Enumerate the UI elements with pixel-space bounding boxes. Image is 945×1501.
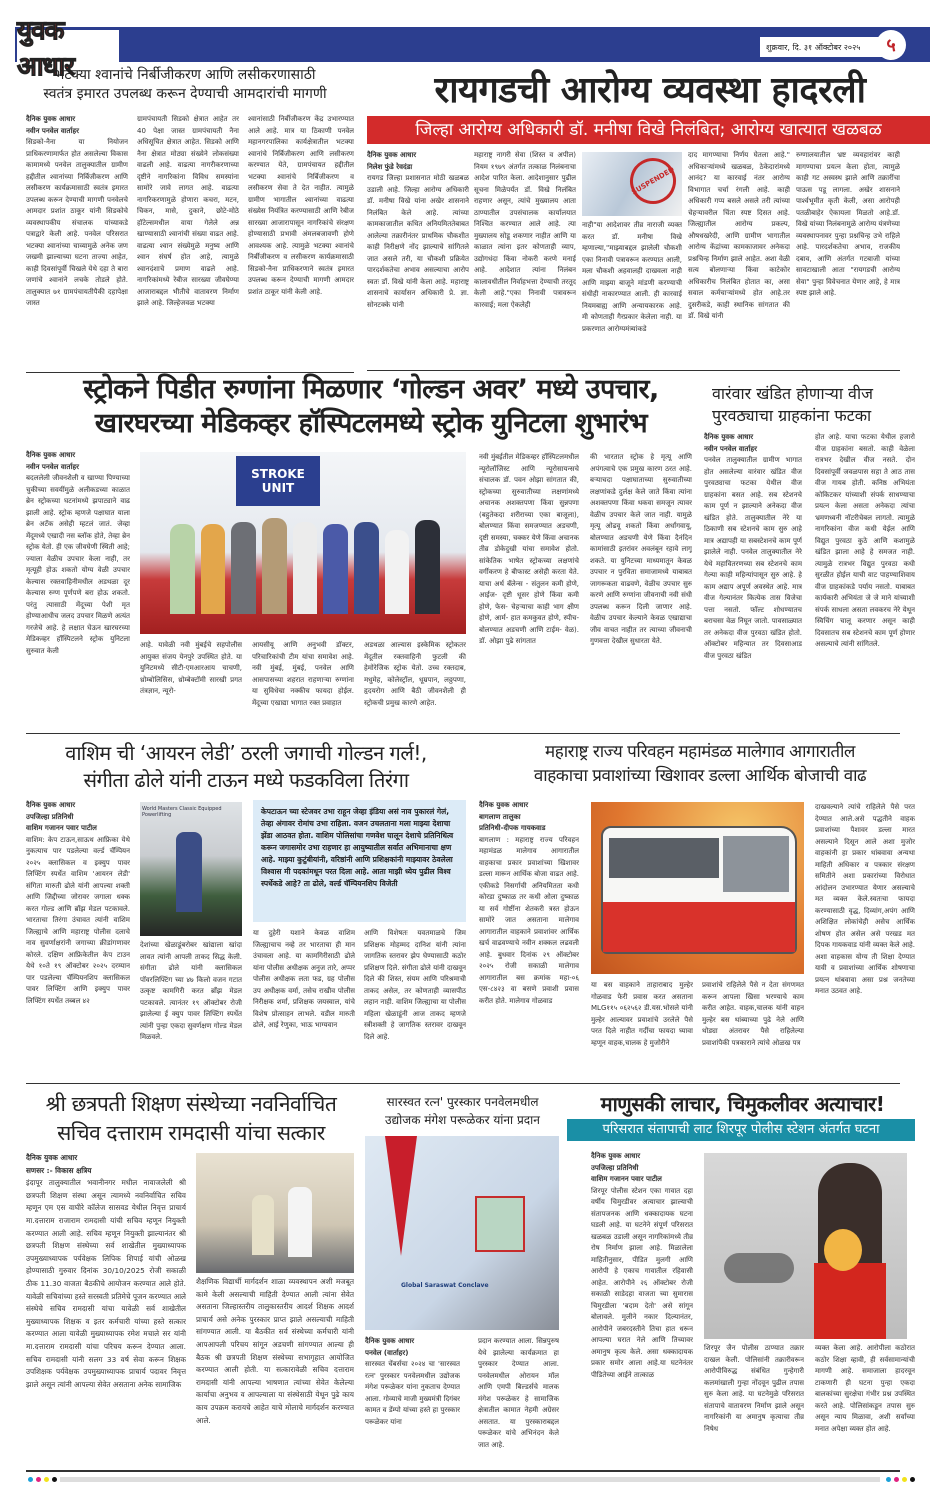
- shadow-hand-icon: [724, 1253, 794, 1283]
- chhatrapati-col-2: शैक्षणिक विद्यार्थी मार्गदर्शन शाळा व्यवस्थापन अशी मजबूत कामे केली असल्याची माहिती देण्यात आली त्यांना सेवेत असताना जिल्हास्तरीय तालुकास्तरीय आदर्श शिक्षक आदर्श प्राचार्य असे अनेक पुरस्कार प्राप्त झाले असल्याची माहिती सांगण्यात आली. या बैठकीत सर्व संस्थेच्या कर्मचारी यांनी आपआपली परिचय सांगून अडचणी सांगण्यात आल्या ही बैठक श्री छत्रपती शिक्षण संस्थेच्या सभागृहात आयोजित करण्यात आली होती. या सत्कारावेळी सचिव दत्ताराम रामदासी यांनी आपल्या भाषणात त्यांच्या सेवेत केलेल्या कार्याचा अनुभव व आपल्याला या संस्थेसाठी येथून पुढे काय काय उपक्रम करायचे आहेत याचे मोलाचे मार्गदर्शन करण्यात आले.: [196, 1277, 354, 1425]
- page-number: ५: [876, 30, 906, 60]
- teddy-bear-icon: [824, 1229, 862, 1271]
- people-group: [170, 518, 440, 614]
- raigad-subheadline: जिल्हा आरोग्य अधिकारी डॉ. मनीषा विखे निलंबित; आरोग्य खात्यात खळबळ: [367, 116, 930, 144]
- shirpur-col-3: व्यक्त केला आहे. आरोपीला कठोरात कठोर शिक्षा व्हावी, ही सर्वसामान्यांची मागणी आहे. समाजाला हादरवून टाकणारी ही घटना पुन्हा एकदा बालकांच्या सुरक्षेचा गंभीर प्रश्न उपस्थित करते आहे. पोलिसांकडून तपास सुरु असून न्याय मिळावा, अशी सर्वांच्या मनात अपेक्षा व्यक्त होत आहे.: [815, 1344, 915, 1433]
- raigad-photo: [582, 152, 682, 216]
- washim-podium-photo: World Masters Classic Equipped Powerlifting: [140, 802, 242, 936]
- stroke-col-5: नवी मुंबईतील मेडिकव्हर हॉस्पिटलमधील न्यूरोलॉजिस्ट आणि न्यूरोसायन्सचे संचालक डॉ. पवन ओझा सांगतात की, स्ट्रोकच्या सुरुवातीच्या लक्षणांमध्ये अचानक अशक्तपणा किंवा सुन्नपणा (बहुतेकदा शरीराच्या एका बाजूला), बोलण्यात किंवा समजण्यात अडचणी, दृष्टी समस्या, चक्कर येणे किंवा अचानक तीव्र डोकेदुखी यांचा समावेश होतो. सांकेतिक भाषेत स्ट्रोकच्या लक्षणांचे वर्गीकरण हे बीफास्ट असेही करता येते. याचा अर्थ बॅलेन्स - संतुलन कमी होणे, आईज- दृष्टी धूसर होणे किंवा कमी होणे, फेस- चेहऱ्याचा काही भाग क्षीण होणे, आर्म- हात कमकुवत होणे, स्पीच- बोलण्यात अडचणी आणि टाईम- वेळ). डॉ. ओझा पुढे सांगतात: [479, 453, 579, 645]
- issue-date: शुक्रवार, दि. ३१ ऑक्टोबर २०२५: [760, 37, 890, 57]
- shirpur-col-2: शिरपूर जैन पोलीस ठाण्यात तक्रार दाखल केली. पोलिसांनी तक्रारीवरून आरोपीविरुद्ध संबंधित गुन्हेगारी कलमांखाली गुन्हा नोंदवून पुढील तपास सुरु केला आहे. या घटनेमुळे परिसरात संतापाचे वातावरण निर्माण झाले असून नागरिकांनी या अमानुष कृत्याचा तीव्र निषेध: [704, 1344, 804, 1433]
- register-dot: [44, 1477, 49, 1482]
- stroke-col-6: की भारतात स्ट्रोक हे मृत्यू आणि अपंगत्वाचे एक प्रमुख कारण ठरत आहे. बऱ्याचदा पक्षाघाताच्या सुरुवातीच्या लक्षणांकडे दुर्लक्ष केले जाते किंवा त्यांना अशक्तपणा किंवा थकवा समजून त्यावर वेळीच उपचार केले जात नाही. यामुळे मृत्यू ओढवू शकतो किंवा अर्धांगवायू, बोलण्यात अडचणी येणे किंवा दैनंदिन कामांसाठी इतरांवर अवलंबून रहावे लागू शकते. या युनिटच्या माध्यमातून केवळ उपचार न पुरविता समाजामध्ये याबाबत जागरूकता वाढवणे, वेळीच उपचार सुरु करणे आणि रुग्णांना जीवनाची नवी संधी उपलब्ध करून दिली जाणार आहे. वेळीच उपचार केल्याने केवळ एखाद्याचा जीव वाचत नाहीत तर त्याच्या जीवनाची गुणवत्ता देखील सुधारता येते.: [590, 453, 692, 645]
- saraswat-col-1: दैनिक युवक आधार पनवेल (वार्ताहर) सारस्वत चेंबर्सचा २०२४ चा 'सारस्वत रत्न' पुरस्कार पनवेलमधील उद्योजक मंगेश परूळेकर यांना नुकताच देण्यात आला. गोव्याचे माजी मुख्यमंत्री दिगंबर कामत व डेंम्पो यांच्या हस्ते हा पुरस्कार परूळेकर यांना: [365, 1337, 460, 1426]
- raigad-headline: रायगडची आरोग्य व्यवस्था हादरली: [434, 70, 866, 111]
- stray-dogs-headline: भटक्या श्वानांचे निर्बीजीकरण आणि लसीकरणासाठी स्वतंत्र इमारत उपलब्ध करून देण्याची आमदारांची मागणी: [43, 67, 327, 102]
- raigad-col-1: दैनिक युवक आधार निलेश फुंडे रेवदंडा रायगड जिल्हा प्रशासनात मोठी खळबळ उडाली आहे. जिल्हा आरोग्य अधिकारी डॉ. मनीषा विखे यांना अखेर शासनाने निलंबित केले आहे. त्यांच्या कामकाजातील कथित अनियमिततेबाबत आलेल्या तक्रारीनंतर प्राथमिक चौकशीत काही निरीक्षणे नोंद झाल्याचे सांगितले जात असले तरी, या चौकशी प्रक्रियेत पारदर्शकतेचा अभाव असल्याचा आरोप स्वतः डॉ. विखे यांनी केला आहे. महाराष्ट्र शासनाचे कार्यासन अधिकारी प्रे. ज्ञा. सोनटक्के यांनी: [367, 151, 469, 309]
- newspaper-logo[interactable]: युवक आधार: [17, 30, 119, 63]
- raigad-col-3: नाही"या आदेशावर तीव्र नाराजी व्यक्त करत डॉ. मनीषा विखे म्हणाल्या,"माझ्याबद्दल झालेली चौकशी एका निनावी पत्रावरून करण्यात आली, मला चौकशी अहवालही दाखवला नाही आणि माझ्या बाजूने मांडणी करण्याची संधीही नाकारण्यात आली. ही कारवाई नियमबाह्य आणि अन्यायकारक आहे. मी कोणताही गैरप्रकार केलेला नाही. या प्रकरणात आरोग्यमंत्र्यांकडे: [582, 221, 682, 333]
- footer-rule: [26, 1470, 900, 1472]
- raigad-col-5: रुग्णालयातील भ्रष्ट व्यवहारांवर काही मागण्याचा प्रयत्न केला होता, त्यामुळे काही गट अस्वस्थ झाले आणि तक्रारींचा पाऊस पडू लागला. अखेर शासनाने पार्श्वभूमीत कृती केली, असा आरोपही पतळीबाहेर ऐकायला मिळतो आहे.डॉ. विखे यांच्या निलंबनामुळे आरोग्य यंत्रणेच्या व्यवस्थापनावर पुन्हा प्रश्नचिन्ह उभे राहिले आहे. पारदर्शकतेचा अभाव, राजकीय दबाव, आणि अंतर्गत गटबाजी यांच्या सावटाखाली आता "रायगडची आरोग्य सेवा" पुन्हा विवेचनात येणार आहे, हे मात्र स्पष्ट झाले आहे.: [796, 151, 900, 297]
- register-dot: [910, 1477, 915, 1482]
- stroke-col-2: आहे. यावेळी नवी मुंबईचे सहपोलीस आयुक्त संजय येनपुरे उपस्थित होते. या युनिटमध्ये सीटी-एमआरआय चाचणी, थ्रोम्बोलिसिस, थ्रोम्बेक्टॉमी सारखी प्रगत तंत्रज्ञान, न्यूरो-: [140, 641, 242, 695]
- malegaon-col-2: या बस वाहकाने ताहाराबाद मुल्हेर गोळवाड फेरी प्रवास करत असताना MLG११५ ०६२५६२ डी.यस.भोसले यांनी मुल्हेर आल्यावर प्रवाशांचे उरलेले पैसे परत दिले नाहीत गर्दीचा फायदा घ्यावा म्हणून वाहक,चालक हे मुजोरीने: [591, 981, 693, 1047]
- felicitation-photo: [196, 1153, 354, 1273]
- raigad-col-2: महाराष्ट्र नागरी सेवा (शिस्त व अपील) नियम १९७९ अंतर्गत तत्काळ निलंबनाचा आदेश पारित केला. आदेशानुसार पुढील सूचना मिळेपर्यंत डॉ. विखे निलंबित राहणार असून, त्यांचे मुख्यालय आता ठाण्यातील उपसंचालक कार्यालयात निश्चित करण्यात आले आहे. त्या मुख्यालय सोडू शकणार नाहीत आणि या काळात त्यांना इतर कोणताही व्याप, उद्योगधंदा किंवा नोकरी करणे मनाई आहे. आदेशात त्यांना निलंबन कालावधीतील निर्वाहभत्ता देण्याची तरतूद केली आहे."एका निनावी पत्रावरून कारवाई; मला ऐकलेही: [474, 151, 576, 309]
- stray-dogs-col-3: श्वानांसाठी निर्बीजीकरण केंद्र उभारण्यात आले आहे. मात्र या ठिकाणी पनवेल महानगरपालिका कार्यक्षेत्रातील भटक्या श्वानांचे निर्बिजीकरण आणि लसीकरण करण्यात येते, ग्रामपंचायत हद्दीतील भटक्या श्वानांचे निर्बिजीकरण व लसीकरण सेवा ते देत नाहीत. त्यामुळे ग्रामीण भागातील श्वानांच्या वाढत्या संख्येस नियंत्रित करण्यासाठी आणि रेबीज सारख्या आजारापासून नागरिकांचे संरक्षण होण्यासाठी प्रभावी अंमलबजावणी होणे आवश्यक आहे. त्यामुळे भटक्या श्वानांचे निर्बीजीकरण व लसीकरण कार्यक्रमासाठी सिडको-नैना प्राधिकरणाने स्वतंत्र इमारत उपलब्ध करून देण्याची मागणी आमदार प्रशांत ठाकूर यांनी केली आहे.: [248, 115, 354, 296]
- chhatrapati-col-1: दैनिक युवक आधार सणसर :- विकास क्षत्रिय इंदापूर तालुक्यातील भवानीनगर मधील नावाजलेली श्री छत्रपती शिक्षण संस्था असून त्यामध्ये नवनिर्वाचित सचिव म्हणून एम एस वाघीरे कॉलेज सासवड येथील निवृत्त प्राचार्य मा.दत्ताराम राजाराम रामदासी यांची सचिव म्हणून नियुक्ती करण्यात आली आहे. सचिव म्हणून नियुक्ती झाल्यानंतर श्री छत्रपती शिक्षण संस्थेच्या सर्व शाखेतील मुख्याध्यापक उपमुख्याध्यापक पर्यवेक्षक लिपिक शिपाई यांची ओळख होण्यासाठी गुरुवार दिनांक 30/10/2025 रोजी सकाळी ठीक 11.30 वाजता बैठकीचे आयोजन करण्यात आले होते. यावेळी सचिवांच्या हस्ते सरस्वती प्रतिमेचे पूजन करण्यात आले संस्थेचे सचिव रामदासी यांचा यावेळी सर्व शाखेतील मुख्याध्यापक शिक्षक व इतर कर्मचारी यांच्या हस्ते सत्कार करण्यात आला यावेळी मुख्याध्यापक रमेश मचाले सर यांनी मा.दत्ताराम रामदासी यांचा परिचय करून देण्यात आला. सचिव रामदासी यांनी सलग 33 वर्ष सेवा करून शिक्षक उपशिक्षक पर्यवेक्षक उपमुख्याध्यापक प्राचार्य पदावर निवृत्त झाले असून त्यांनी आपल्या सेवेत असताना अनेक सामाजिक: [26, 1153, 186, 1389]
- stray-dogs-col-1: दैनिक युवक आधार नवीन पनवेल वार्ताहर सिडको-नैना या नियोजन प्राधिकरणामार्फत होत असलेल्या विकास कामामध्ये पनवेल तालुक्यातील ग्रामीण हद्दीतील श्वानांच्या निर्बिजीकरण आणि लसीकरण कार्यक्रमासाठी स्वतंत्र इमारत उपलब्ध करून देण्याची मागणी पनवेलचे आमदार प्रशांत ठाकूर यांनी सिडकोचे व्यवस्थापकीय संचालक यांच्याकडे पत्राद्वारे केली आहे. पनवेल परिसरात भटक्या श्वानांच्या चाव्यामुळे अनेक जण जखमी झाल्याच्या घटना ताज्या आहेत, काही दिवसांपूर्वी चिखले येथे दहा ते बारा जणांचे श्वानांने लचके तोडले होते. तालुक्यात ७१ ग्रामपंचायतीपैकी दहापेक्षा जास्त: [26, 115, 128, 307]
- washim-col-4: आणि विशेषतः यवतमाळचे जिम प्रशिक्षक मोहम्मद दानिश यांनी त्यांना जागतिक स्तरावर झेप घेण्यासाठी कठोर प्रशिक्षण दिले. संगीता ढोले यांनी दाखवून दिले की शिस्त, संयम आणि परिश्रमाची ताकद असेल, तर कोणताही व्यासपीठ लहान नाही. वाशिम जिल्ह्याचा या पोलीस महिला खेळाडूंनी आज ताकद म्हणजे स्त्रीशक्ती हे जागतिक स्तरावर दाखवून दिले आहे.: [364, 929, 466, 1041]
- saraswat-col-2: प्रदान करण्यात आला. सिन्नपुरुष येथे झालेल्या कार्यक्रमात हा पुरस्कार देण्यात आला. पनवेलमधील ओरायन मॉल आणि एमपी बिल्डर्सचे मालक मंगेश परूळेकर हे सामाजिक क्षेत्रातील कामात नेहमी अग्रेसर असतात. या पुरस्काराबद्दल परूळेकर यांचे अभिनंदन केले जात आहे.: [478, 1337, 559, 1449]
- chhatrapati-headline: श्री छत्रपती शिक्षण संस्थेच्या नवनिर्वाचित सचिव दत्ताराम रामदासी यांचा सत्कार: [45, 1092, 337, 1145]
- stroke-unit-photo: [140, 452, 466, 634]
- stray-dogs-col-2: ग्रामपंचायती सिडको क्षेत्रात आहेत तर 40 पेक्षा जास्त ग्रामपंचायती नैना अधिसूचित क्षेत्रात आहेत. सिडको आणि नैना क्षेत्रात मोठ्या संख्येने लोकसंख्या वाढली आहे. वाढत्या नागरीकरणाच्या दृष्टीने नागरिकांना विविध समस्यांना सामोरे जावे लागत आहे. वाढत्या नागरिकरणामुळे होणारा कचरा, मटन, चिकन, मासे, दुकाने, छोटे-मोठे हॉटेल्समधील वाया गेलेले अन्न खाण्यासाठी श्वानांची संख्या वाढत आहे. वाढत्या श्वान संख्येमुळे मनुष्य आणि श्वान संघर्ष होत आहे, त्यामुळे श्वानदंशाचे प्रमाण वाढले आहे. नागरिकांमध्ये रेबीज सारख्या जीवघेण्या आजाराबद्दल भीतीचे वातावरण निर्माण झाले आहे. जिल्हेजवळ भटक्या: [137, 115, 239, 307]
- register-dot: [886, 1477, 891, 1482]
- malegaon-col-4: दाखवल्याने त्यांचे राहिलेले पैसे परत देण्यात आले.असे पद्धतीने वाहक प्रवाशांच्या पैशावर डल्ला मारत असल्याने दिसून आले अशा मुजोर वाहकांनी हा प्रकार थांबवावा अन्यथा माहिती अधिकार व पत्रकार संरक्षण समितीने अशा प्रकारांच्या विरोधात आंदोलन उभारण्यात येणार असल्याचे मत व्यक्त केले.स्वतःचा फायदा करण्यासाठी वृद्ध, दिव्यांग,अपंग आणि अशिक्षित लोकांचेही असेच आर्थिक शोषण होत असेल असे परखड मत दिपक गायकवाड यांनी व्यक्त केले आहे. अशा वाहकास योग्य ती शिक्षा देण्यात यावी व प्रवाशांच्या आर्थिक शोषणाचा प्रयत्न थांबवावा असा प्रश्न जनतेच्या मनात उठवत आहे.: [815, 803, 915, 995]
- washim-col-3: या दुहेरी यशाने केवळ वाशिम जिल्ह्याचाच नव्हे तर भारताचा ही मान उंचावला आहे. या कामगिरीसाठी ढोले यांना पोलीस अधीक्षक अनुज तारे, अप्पर पोलीस अधीक्षक लता फड, ग्रह पोलीस उप अधीक्षक वर्मा, तसेच राखीव पोलीस निरीक्षक शर्मा, प्रशिक्षक जयस्वाल, यांचे विशेष प्रोत्साहन लाभले. वडील मारुती ढोले, आई रेणुका, भाऊ भाग्यवान: [253, 929, 355, 1029]
- divider: [26, 733, 900, 734]
- divider: [26, 1083, 900, 1084]
- malegaon-col-3: प्रवाशांचे राहिलेले पैसे न देता संगणमत करून आपला खिसा भरण्याचे काम करीत आहेत. वाहक,चालक यांनी वाहन मुल्हेर बस थांब्याच्या पुढे नेले आणि थोड्या अंतरावर पैसे राहिलेल्या प्रवाशांपैकी पत्रकाराने त्यांचे ओळख पत्र: [702, 981, 804, 1047]
- malegaon-col-1: दैनिक युवक आधार बागलाण तालुका प्रतिनिधी-दीपक गायकवाड बागलाण : महाराष्ट्र राज्य परिवहन महामंडळ मालेगाव आगारातील वाहकाचा प्रकार प्रवाशांच्या खिशावर डल्ला मारून आर्थिक बोजा वाढत आहे. एकीकडे निसर्गाची अनियमितता कधी कोरडा दुष्काळ तर कधी ओला दुष्काळ या सर्व गोष्टींना शेतकरी त्रस्त होऊन सामोरे जात असताना मालेगाव आगारातील वाहकाने प्रवाशांवर आर्थिक खर्च वाढवण्याचे नवीन शक्कल लढवली आहे. बुधवार दिनांक २९ ऑक्टोबर २०२५ रोजी सकाळी मालेगाव आगारातील बस क्रमांक महा-०६ एस-८४२३ वा बसणे प्रवाशी प्रवास करीत होते. मालेगाव गोळवाड: [479, 801, 579, 1005]
- register-dot: [52, 1477, 57, 1482]
- bus-body-icon: [601, 826, 797, 954]
- washim-quote-box: केपटाऊन च्या स्टेजवर उभा राहून जेव्हा इंडिया असं नाव पुकारलं गेलं, तेव्हा अंगावर रोमांच उभा राहिला. वजन उचलताना मला माझ्या देशाचा झेंडा आठवत होता. वाशिम पोलिसांचा गणवेश घालून देशाचे प्रतिनिधित्व करून जगासमोर उभा राहणार हा आयुष्यातील सर्वात अभिमानाचा क्षण आहे. माझ्या कुटुंबीयांनी, वरिष्ठांनी आणि प्रशिक्षकांनी माझ्यावर ठेवलेला विश्वास मी पदकांमधून परत दिला आहे. आता माझी ध्येय पुढील विश्व स्पर्धेकडे आहे? ता ढोले, वर्ल्ड चॅम्पियनशिप विजेती: [253, 800, 466, 922]
- washim-col-1: दैनिक युवक आधार उपजिल्हा प्रतिनिधी वाशिम गजानन पवार पाटील वाशिम: केप टाऊन,साऊथ आफ्रिका येथे नुकत्याच पार पडलेल्या वर्ल्ड चॅम्पियन २०२५ क्लासिकल व इक्युप पावर लिफ्टिंग स्पर्धेत वाशिम 'आयरन लेडी' संगिता मारुती ढोले यांनी आपल्या शक्ती आणि जिद्दीच्या जोरावर जगाला धक्क करत गोल्ड आणि ब्रॉझ मेडल पटकावले. भारताचा तिरंगा उंचावत त्यांनी वाशिम जिल्ह्याचे आणि महाराष्ट्र पोलीस दलाचे नाव सुवर्णाक्षरांनी जगाच्या क्रीडांगणावर कोरले. दक्षिण आफ्रिकेतील केप टाउन येथे १०ते १९ ऑक्टोबर २०२५ दरम्यान पार पडलेल्या चॅम्पियनशिप क्लासिकल पावर लिफ्टिंग आणि इक्युप पावर लिफ्टिंग स्पर्धेत तब्बल ४२: [26, 801, 130, 1005]
- power-col-2: होत आहे. याचा फटका येथील हजारो वीज ग्राहकांना बसतो. काही वेळेला रात्रभर देखील वीज नसते. दोन दिवसांपूर्वी जवळपास सहा ते आठ तास वीज गायब होती. कनिष्ठ अभियंता कोकिटकर यांच्याशी संपर्क साधण्याचा प्रयत्न केला असता अनेकदा त्यांचा भ्रमणध्वनी नॉटरीचेबल लागतो. त्यामुळे नागरिकांना वीज कधी येईल आणि विद्युत पुरवठा कुठे आणि कशामुळे खंडित झाला आहे हे समजत नाही. त्यामुळे रात्रभर विद्युत पुरवठा कधी सुरळीत होईल याची वाट पाहण्याशिवाय वीज ग्राहकांकडे पर्याय नसतो. याबाबत कार्यकारी अभियंता जे जे माने यांच्याशी संपर्क साधला असता लवकरच नेरे येथून स्विचिंग चालू करणार असून काही दिवसातच सब स्टेशनचे काम पूर्ण होणार असल्याचे त्यांनी सांगितले.: [815, 433, 915, 648]
- malegaon-headline: महाराष्ट्र राज्य परिवहन महामंडळ मालेगाव आगारातील वाहकाचा प्रवाशांच्या खिशावर डल्ला आर्थिक बोजाची वाढ: [533, 742, 867, 786]
- register-dot: [36, 1477, 41, 1482]
- stroke-headline: स्ट्रोकने पिडीत रुग्णांना मिळणार ‘गोल्डन अवर’ मध्ये उपचार, खारघरच्या मेडिकव्हर हॉस्पिटलमध्ये स्ट्रोक युनिटला शुभारंभ: [83, 374, 659, 439]
- stroke-unit-banner: STROKE UNIT: [236, 456, 320, 506]
- bus-photo: [591, 802, 804, 974]
- shirpur-headline: माणुसकी लाचार, चिमुकलीवर अत्याचार!: [600, 1092, 885, 1116]
- register-marks-left: [28, 1477, 57, 1482]
- register-dot: [902, 1477, 907, 1482]
- divider: [367, 370, 900, 371]
- stroke-col-3: आयसीयू आणि अनुभवी डॉक्टर, परिचारिकांची टीम यांचा समावेश आहे. नवी मुंबई, मुंबई, पनवेल आणि आसपासच्या शहरात राहणाऱ्या रुग्णांना या सुविधेचा नक्कीच फायदा होईल. मेंदूच्या एखाद्या भागात रक्त प्रवाहात: [252, 641, 354, 707]
- stroke-col-4: अडथळा आल्यास इस्केमिक स्ट्रोकतर मेंदूतील रक्तवाहिनी फुटली की हेमोरेजिक स्ट्रोक येतो. उच्च रक्तदाब, मधुमेह, कोलेस्ट्रॉल, धूम्रपान, लठ्ठपणा, हृदयरोग आणि बैठी जीवनशैली ही स्ट्रोकची प्रमुख कारणे आहेत.: [364, 641, 466, 707]
- power-headline: वारंवार खंडित होणाऱ्या वीज पुरवठ्याचा ग्राहकांना फटका: [712, 384, 873, 425]
- footer-strip: [60, 1477, 880, 1482]
- power-col-1: दैनिक युवक आधार नवीन पनवेल वार्ताहर पनवेल तालुक्यातील ग्रामीण भागात होत असलेल्या वारंवार खंडित वीज पुरवठ्याचा फटका येथील वीज ग्राहकांना बसत आहे. सब स्टेशनचे काम पूर्ण न झाल्याने अनेकदा वीज खंडित होते. तालुक्यातील नेरे या ठिकाणी सब स्टेशनचे काम सुरु आहे मात्र अद्यापही या सबस्टेशनचे काम पूर्ण झालेले नाही. पनवेल तालुक्यातील नेरे येथे महावितरणच्या सब स्टेशनचे काम गेल्या काही महिन्यांपासून सुरु आहे. हे काम अद्याप अपूर्ण अवस्थेत आहे. मात्र वीज गेल्यानंतर कित्येक तास विजेचा पत्ता नसतो. फॉल्ट शोधण्यातच बराचसा वेळ निघून जातो. पावसाळ्यात तर अनेकदा वीज पुरवठा खंडित होतो. ऑक्टोबर महिन्यात तर दिवसाआड वीज पुरवठा खंडित: [704, 433, 802, 660]
- stroke-col-1: दैनिक युवक आधार नवीन पनवेल वार्ताहर बदललेली जीवनशैली व खाण्या पिण्याच्या चुकीच्या सवयींमुळे अलीकडच्या काळात ब्रेन स्ट्रोकच्या घटनांमध्ये झपाट्याने वाढ झाली आहे. स्ट्रोक म्हणजे पक्षाघात याला ब्रेन अटॅक असेही म्हटलं जातं. जेव्हा मेंदूमध्ये एखादी नस ब्लॉक होते, तेव्हा ब्रेन स्ट्रोक येतो. ही एक जीवघेणी स्थिती आहे; ज्याला वेळीच उपचार केला नाही, तर मृत्यूही होऊ शकतो योग्य वेळी उपचार केल्यास रक्तवाहिनीमधील अडथळा दूर केल्यास रुग्ण पूर्णपणे बरा होऊ शकतो. परंतु त्यासाठी मेंदूच्या पेशी मृत होण्याआधीच जलद उपचार मिळणे अत्यंत गरजेचे आहे. हे लक्षात घेऊन खारघरच्या मेडिकव्हर हॉस्पिटलने स्ट्रोक युनिटला सुरुवात केली: [26, 451, 130, 655]
- register-marks-right: [886, 1477, 915, 1482]
- shirpur-subheadline: परिसरात संतापाची लाट शिरपूर पोलीस स्टेशन अंतर्गत घटना: [567, 1119, 915, 1141]
- washim-headline: वाशिम ची ‘आयरन लेडी’ ठरली जगाची गोल्डन गर्ल!, संगीता ढोले यांनी टाऊन मध्ये फडकविला तिरंगा: [65, 741, 427, 792]
- shirpur-illustration: [704, 1153, 907, 1339]
- athlete-figure: [176, 832, 202, 912]
- register-dot: [28, 1477, 33, 1482]
- saraswat-headline: सारस्वत रत्न' पुरस्कार पनवेलमधील उद्योजक मंगेश परूळेकर यांना प्रदान: [385, 1095, 540, 1127]
- register-dot: [894, 1477, 899, 1482]
- award-photo: Global Saraswat Conclave: [365, 1136, 559, 1330]
- washim-col-2: देशांच्या खेळाडूंबरोबर खांद्याला खांदा लावत त्यांनी आपली ताकद सिद्ध केली. संगीता ढोले यांनी क्लासिकल पॉवरलिफ्टिंग च्या ४७ किलो वजन गटात उत्कृष्ट कामगिरी करत ब्रॉंझ मेडल पटकावले. त्यानंतर १९ ऑक्टोबर रोजी झालेल्या ई क्युप पावर लिफ्टिंग स्पर्धेत त्यांनी पुन्हा एकदा सुवर्णक्षण गोल्ड मेडल मिळवले.: [140, 941, 242, 1041]
- raigad-col-4: दाद मागण्याचा निर्णय घेतला आहे." अधिकाऱ्यांमध्ये खळबळ, ठेकेदारांमध्ये आनंद? या कारवाई नंतर आरोग्य विभागात चर्चा रंगली आहे. काही अधिकारी गप्प बसले असले तरी त्यांच्या चेहऱ्यावरील चिंता स्पष्ट दिसत आहे. जिल्ह्यातील आरोग्य प्रकल्प, औषधखरेदी, आणि ग्रामीण भागातील आरोग्य केंद्रांच्या कामकाजावर अनेकदा प्रश्नचिन्ह निर्माण झाले आहेत. अशा वेळी सत्य बोलणाऱ्या किंवा काटेकोर अधिकारीच निलंबित होतात का, असा सवाल कर्मचाऱ्यांमध्ये होत आहे.तर दुसरीकडे, काही स्थानिक सांगतात की डॉ. विखे यांनी: [688, 151, 790, 320]
- shirpur-col-1: दैनिक युवक आधार उपजिल्हा प्रतिनिधी वाशिम गजानन पवार पाटील शिरपूर पोलीस स्टेशन एका गावात दहा वर्षीय चिमुरडीवर अत्याचार झाल्याची संतापजनक आणि धक्कादायक घटना घडली आहे. या घटनेने संपूर्ण परिसरात खळबळ उडाली असून नागरिकांमध्ये तीव्र रोष निर्माण झाला आहे. मिळालेला माहितीनुसार, पीडित मुलगी आणि आरोपी हे एकाच गावातील रहिवासी आहेत. आरोपीने २६ ऑक्टोबर रोजी सकाळी साडेदहा वाजता च्या सुमारास चिमुरडीला 'बदाम देतो' असे सांगून बोलावले. मुलीने नकार दिल्यानंतर, आरोपीने जबरदस्तीने तिचा हात धरून आपल्या घरात नेले आणि तिच्यावर अमानुष कृत्य केले. असा धक्कादायक प्रकार समोर आला आहे.या घटनेनंतर पीडितेच्या आईने तात्काळ: [591, 1152, 693, 1379]
- suspended-stamp-icon: SUSPENDED: [622, 152, 682, 212]
